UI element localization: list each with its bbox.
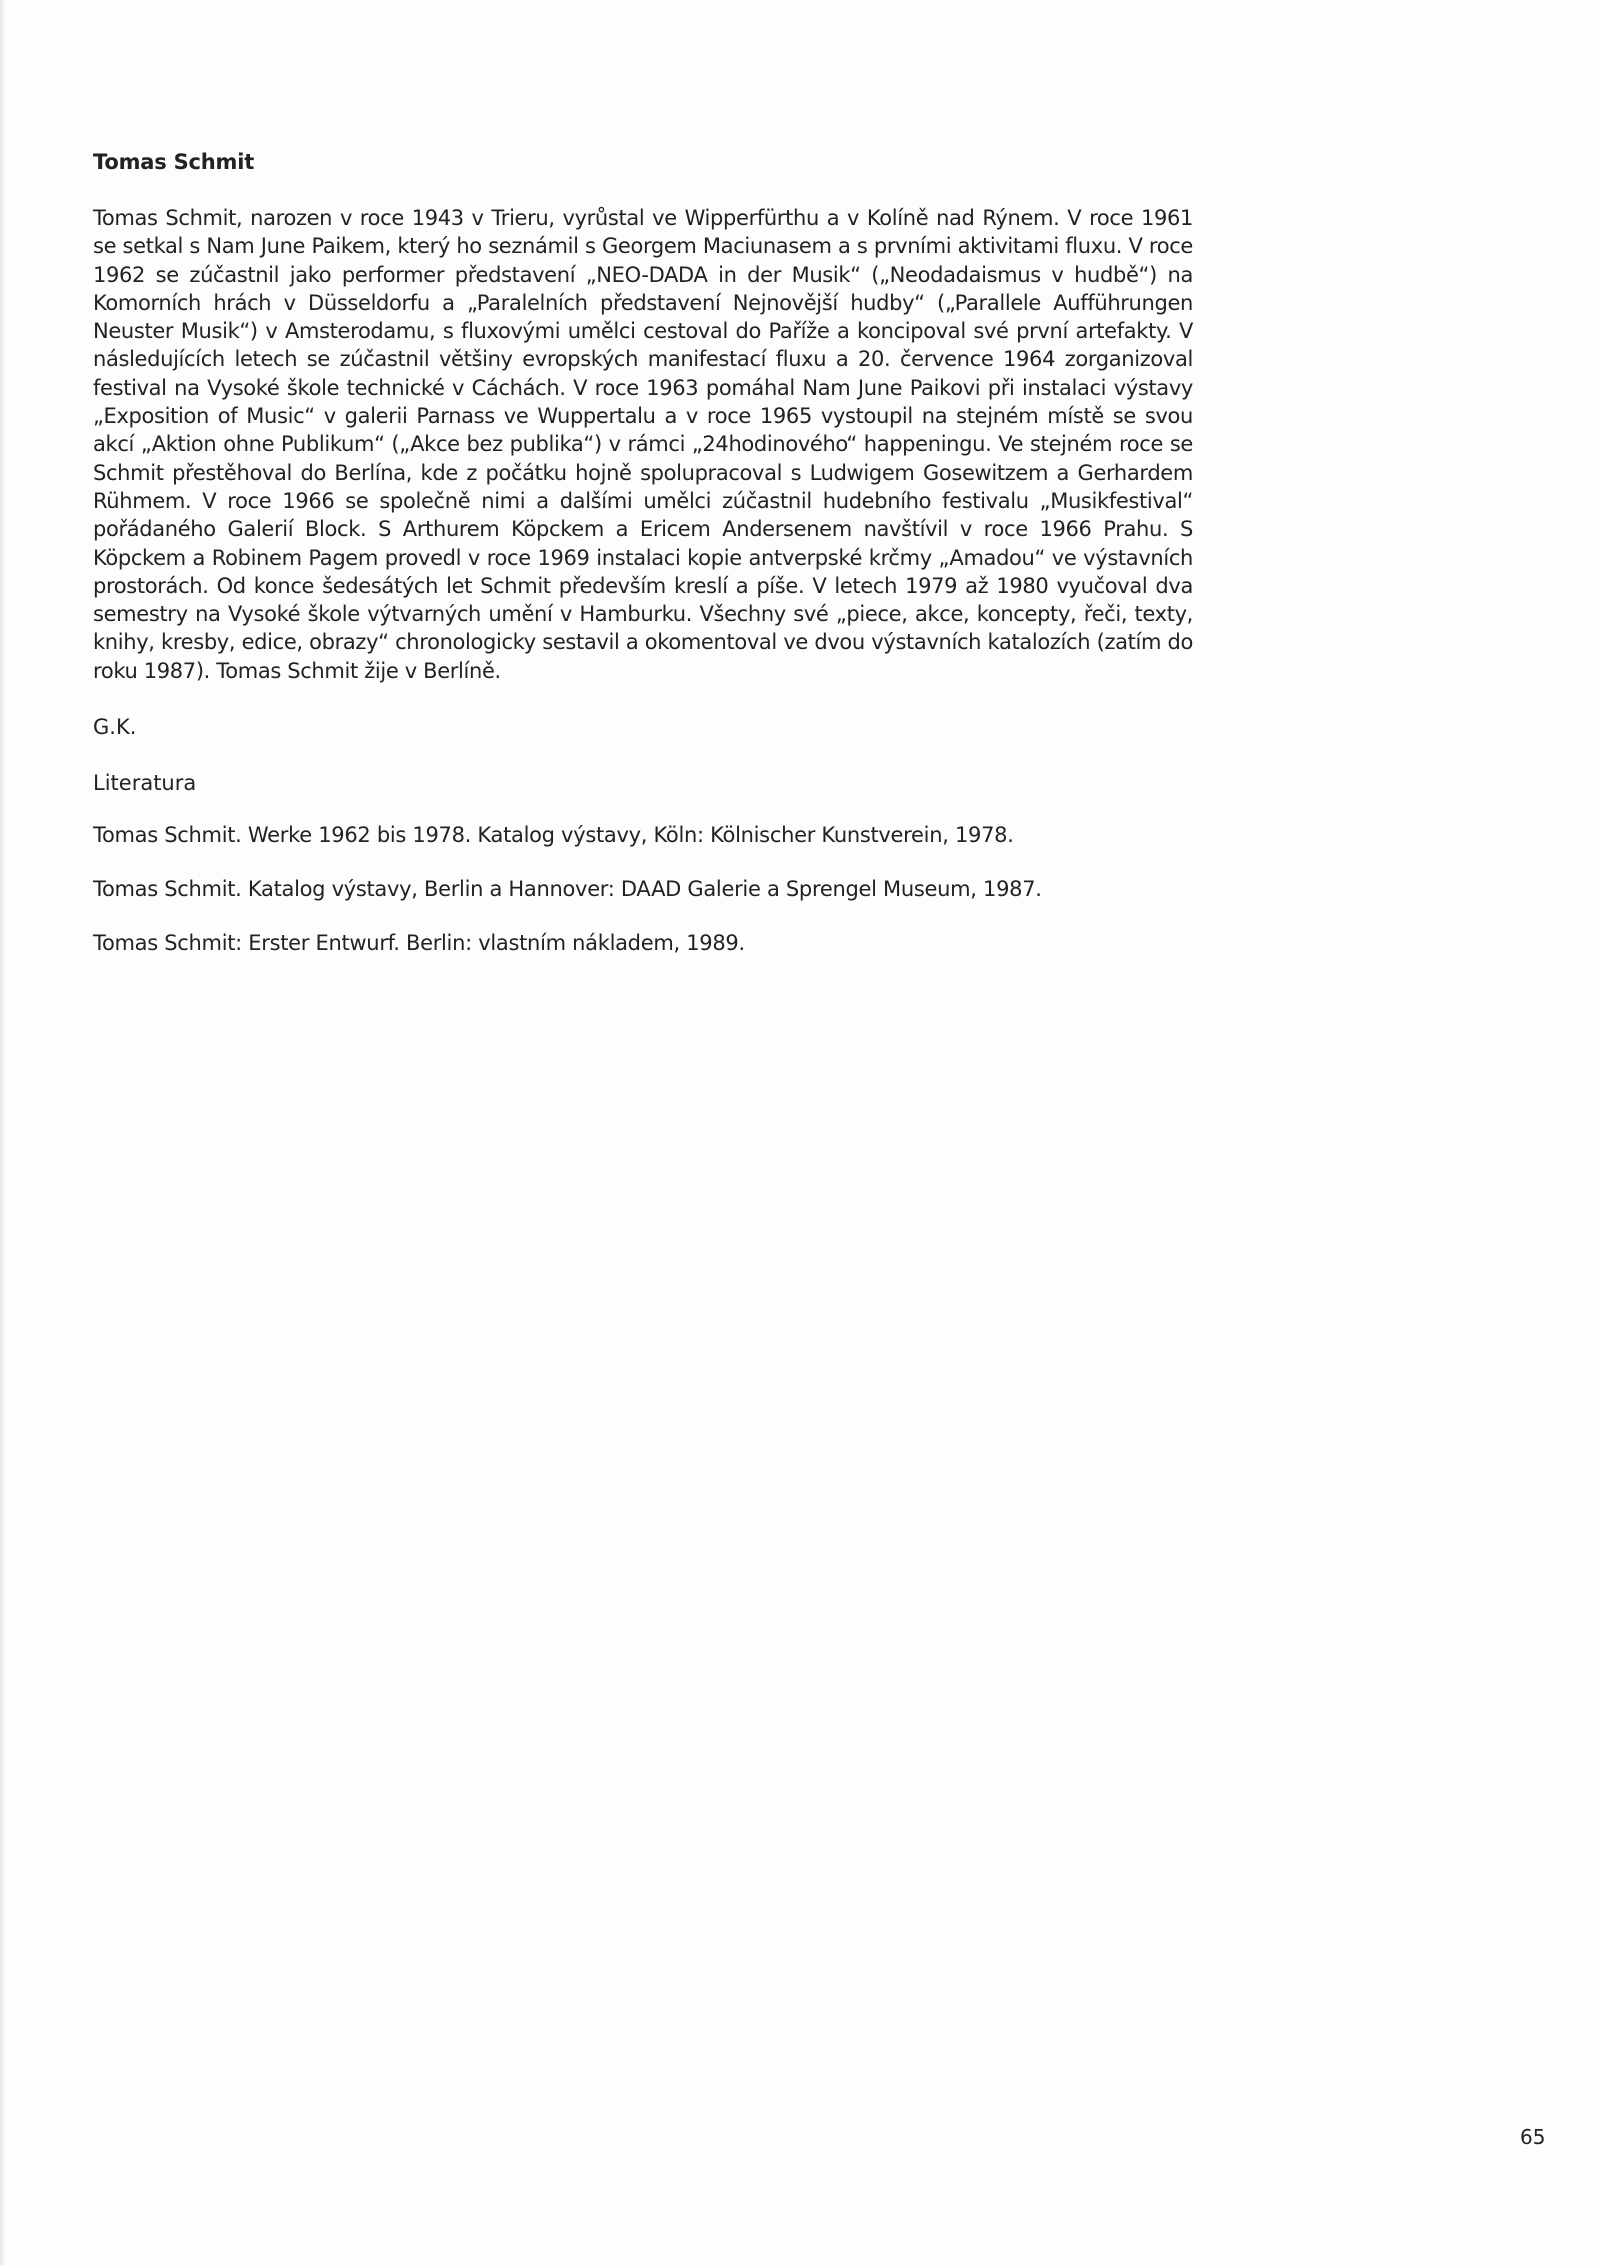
article-body: Tomas Schmit, narozen v roce 1943 v Trieru, vyrůstal ve Wipperfürthu a v Kolíně nad Rýnem. V roce 1961 se setkal s Nam June Paikem, který ho seznámil s Georgem Maciunasem a s prvními aktivitami fluxu. V roce 1962 se zúčastnil jako performer představení „NEO-DADA in der Musik“ („Neodadaismus v hudbě“) na Komorních hrách v Düsseldorfu a „Paralelních představení Nejnovější hudby“ („Parallele Aufführungen Neuster Musik“) v Amsterodamu, s fluxovými umělci cestoval do Paříže a koncipoval své první artefakty. V následujících letech se zúčastnil většiny evropských manifestací fluxu a 20. července 1964 zorganizoval festival na Vysoké škole technické v Cáchách. V roce 1963 pomáhal Nam June Paikovi při instalaci výstavy „Exposition of Music“ v galerii Parnass ve Wuppertalu a v roce 1965 vystoupil na stejném místě se svou akcí „Aktion ohne Publikum“ („Akce bez publika“) v rámci „24hodinového“ happeningu. Ve stejném roce se Schmit přestěhoval do Berlína, kde z počátku hojně spolupracoval s Ludwigem Gosewitzem a Gerhardem Rühmem. V roce 1966 se společně nimi a dalšími umělci zúčastnil hudebního festivalu „Musikfestival“ pořádaného Galerií Block. S Arthurem Köpckem a Ericem Andersenem navštívil v roce 1966 Prahu. S Köpckem a Robinem Pagem provedl v roce 1969 instalaci kopie antverpské krčmy „Amadou“ ve výstavních prostorách. Od konce šedesátých let Schmit především kreslí a píše. V letech 1979 až 1980 vyučoval dva semestry na Vysoké škole výtvarných umění v Hamburku. Všechny své „piece, akce, koncepty, řeči, texty, knihy, kresby, edice, obrazy“ chronologicky sestavil a okomentoval ve dvou výstavních katalozích (zatím do roku 1987). Tomas Schmit žije v Berlíně. xyxy=(93,206,1193,683)
literature-heading: Literatura xyxy=(93,771,197,796)
literature-item: Tomas Schmit: Erster Entwurf. Berlin: vlastním nákladem, 1989. xyxy=(93,931,745,956)
author-initials: G.K. xyxy=(93,715,137,740)
literature-item: Tomas Schmit. Katalog výstavy, Berlin a Hannover: DAAD Galerie a Sprengel Museum, 1987. xyxy=(93,877,1042,902)
page-number: 65 xyxy=(1520,2125,1546,2149)
article-title: Tomas Schmit xyxy=(93,150,255,174)
literature-item: Tomas Schmit. Werke 1962 bis 1978. Katalog výstavy, Köln: Kölnischer Kunstverein, 1978. xyxy=(93,823,1014,848)
article xyxy=(93,150,1193,985)
page-spine-shadow xyxy=(0,0,6,2265)
literature-list xyxy=(93,823,1193,955)
